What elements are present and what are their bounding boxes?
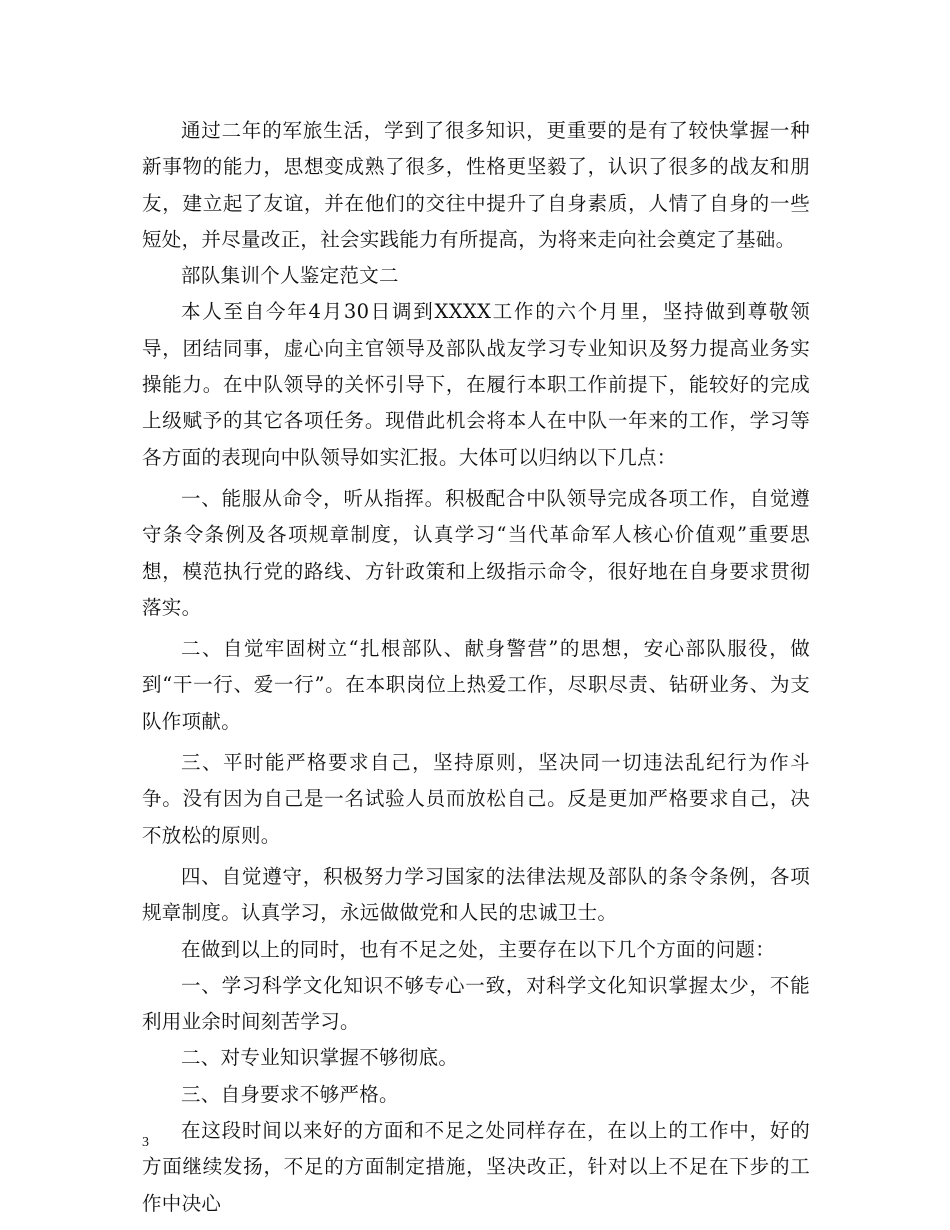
paragraph-shortcoming-two: 二、对专业知识掌握不够彻底。 [181, 1046, 459, 1070]
paragraph-point-four: 四、自觉遵守，积极努力学习国家的法律法规及部队的条令条例，各项规章制度。认真学习，永远做做党和人民的忠诚卫士。 [142, 864, 810, 925]
paragraph-shortcomings-intro: 在做到以上的同时，也有不足之处，主要存在以下几个方面的问题： [181, 937, 776, 961]
document-body [142, 113, 810, 1222]
paragraph-military-life-summary: 通过二年的军旅生活，学到了很多知识，更重要的是有了较快掌握一种新事物的能力，思想变成熟了很多，性格更坚毅了，认识了很多的战友和朋友，建立起了友谊，并在他们的交往中提升了自身素质，人情了自身的一些短处，并尽量改正，社会实践能力有所提高，为将来走向社会奠定了基础。 [142, 119, 810, 251]
paragraph-point-two: 二、自觉牢固树立“扎根部队、献身警营”的思想，安心部队服役，做到“干一行、爱一行”。在本职岗位上热爱工作，尽职尽责、钻研业务、为支队作项献。 [142, 637, 810, 733]
paragraph-shortcoming-one: 一、学习科学文化知识不够专心一致，对科学文化知识掌握太少，不能利用业余时间刻苦学习。 [142, 973, 810, 1034]
paragraph-shortcoming-three: 三、自身要求不够严格。 [181, 1082, 399, 1106]
paragraph-point-three: 三、平时能严格要求自己，坚持原则，坚决同一切违法乱纪行为作斗争。没有因为自己是一名试验人员而放松自己。反是更加严格要求自己，决不放松的原则。 [142, 751, 810, 847]
page-number: 3 [142, 1135, 149, 1150]
paragraph-point-one: 一、能服从命令，听从指挥。积极配合中队领导完成各项工作，自觉遵守条令条例及各项规章制度，认真学习“当代革命军人核心价值观”重要思想，模范执行党的路线、方针政策和上级指示命令，很好地在自身要求贯彻落实。 [142, 486, 810, 619]
paragraph-conclusion: 在这段时间以来好的方面和不足之处同样存在，在以上的工作中，好的方面继续发扬，不足的方面制定措施，坚决改正，针对以上不足在下步的工作中决心 [142, 1119, 810, 1215]
section-heading: 部队集训个人鉴定范文二 [181, 264, 399, 288]
paragraph-introduction: 本人至自今年4月30日调到XXXX工作的六个月里，坚持做到尊敬领导，团结同事，虚心向主官领导及部队战友学习专业知识及努力提高业务实操能力。在中队领导的关怀引导下，在履行本职工作前提下，能较好的完成上级赋予的其它各项任务。现借此机会将本人在中队一年来的工作，学习等各方面的表现向中队领导如实汇报。大体可以归纳以下几点： [142, 300, 810, 469]
